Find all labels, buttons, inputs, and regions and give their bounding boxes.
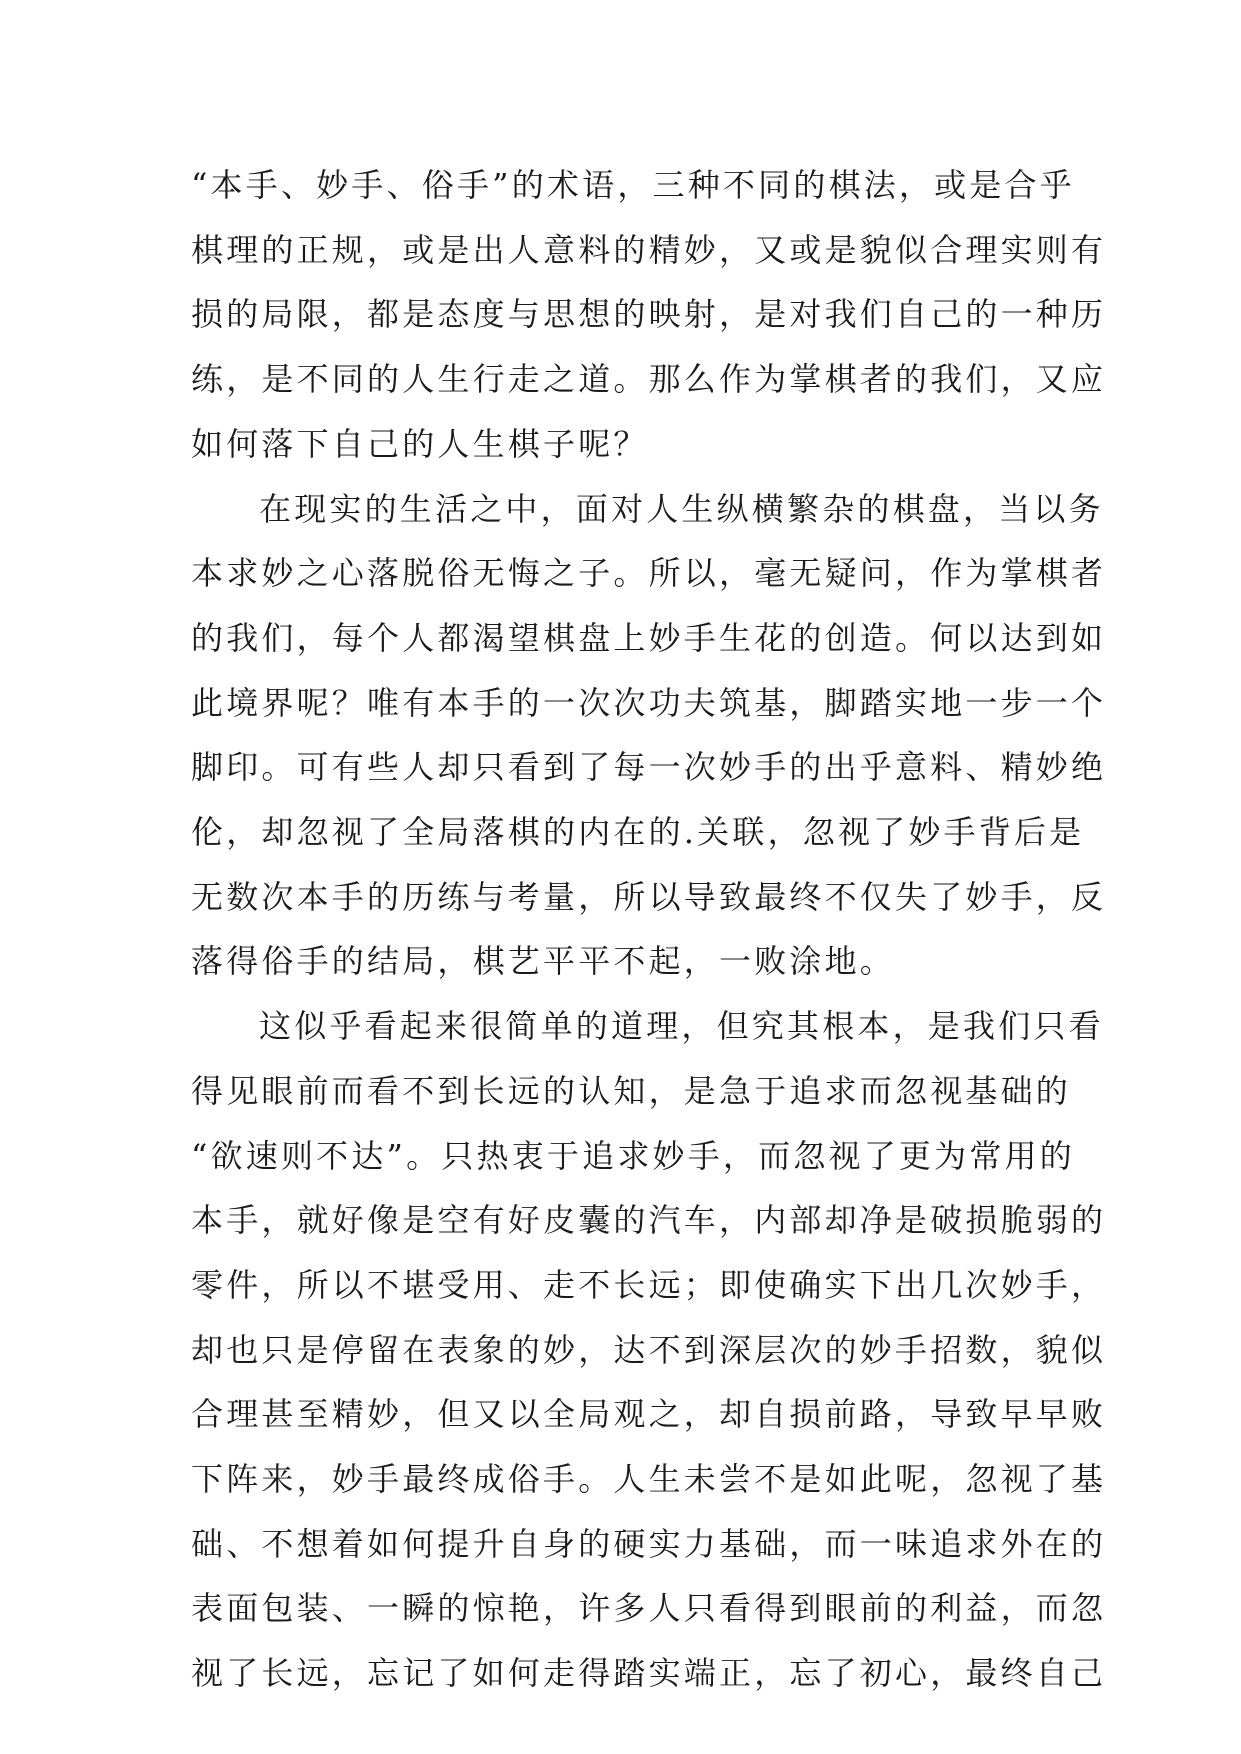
text-line: 合理甚至精妙，但又以全局观之，却自损前路，导致早早败 [191,1395,1107,1434]
text-line: 练，是不同的人生行走之道。那么作为掌棋者的我们，又应 [191,360,1107,399]
paragraph-3 [191,994,1107,1706]
text-line: 表面包装、一瞬的惊艳，许多人只看得到眼前的利益，而忽 [191,1589,1107,1628]
text-line: 在现实的生活之中，面对人生纵横繁杂的棋盘，当以务 [259,489,1104,528]
paragraph-2 [191,477,1107,995]
text-line: 本求妙之心落脱俗无悔之子。所以，毫无疑问，作为掌棋者 [191,554,1107,593]
body-text [191,153,1107,1706]
text-line: 下阵来，妙手最终成俗手。人生未尝不是如此呢，忽视了基 [191,1460,1107,1499]
text-line: 此境界呢？唯有本手的一次次功夫筑基，脚踏实地一步一个 [191,683,1107,722]
text-line: 伦，却忽视了全局落棋的内在的.关联，忽视了妙手背后是 [191,813,1085,852]
text-line: 无数次本手的历练与考量，所以导致最终不仅失了妙手，反 [191,877,1107,916]
text-line: 棋理的正规，或是出人意料的精妙，又或是貌似合理实则有 [191,230,1107,269]
text-line: 的我们，每个人都渴望棋盘上妙手生花的创造。何以达到如 [191,618,1107,657]
text-line: 础、不想着如何提升自身的硬实力基础，而一味追求外在的 [191,1524,1107,1563]
text-line: “欲速则不达”。只热衷于追求妙手，而忽视了更为常用的 [191,1136,1075,1175]
text-line: 得见眼前而看不到长远的认知，是急于追求而忽视基础的 [191,1071,1072,1110]
text-line: 损的局限，都是态度与思想的映射，是对我们自己的一种历 [191,295,1107,334]
text-line: 脚印。可有些人却只看到了每一次妙手的出乎意料、精妙绝 [191,748,1107,787]
text-line: 如何落下自己的人生棋子呢？ [191,424,649,463]
text-line: 落得俗手的结局，棋艺平平不起，一败涂地。 [191,942,896,981]
paragraph-1 [191,153,1107,477]
text-line: “本手、妙手、俗手”的术语，三种不同的棋法，或是合乎 [191,166,1075,204]
text-line: 却也只是停留在表象的妙，达不到深层次的妙手招数，貌似 [191,1330,1107,1369]
text-line: 这似乎看起来很简单的道理，但究其根本，是我们只看 [259,1007,1104,1046]
text-line: 零件，所以不堪受用、走不长远；即使确实下出几次妙手， [191,1265,1107,1304]
text-line: 本手，就好像是空有好皮囊的汽车，内部却净是破损脆弱的 [191,1201,1107,1240]
text-line: 视了长远，忘记了如何走得踏实端正，忘了初心，最终自己 [191,1654,1107,1693]
